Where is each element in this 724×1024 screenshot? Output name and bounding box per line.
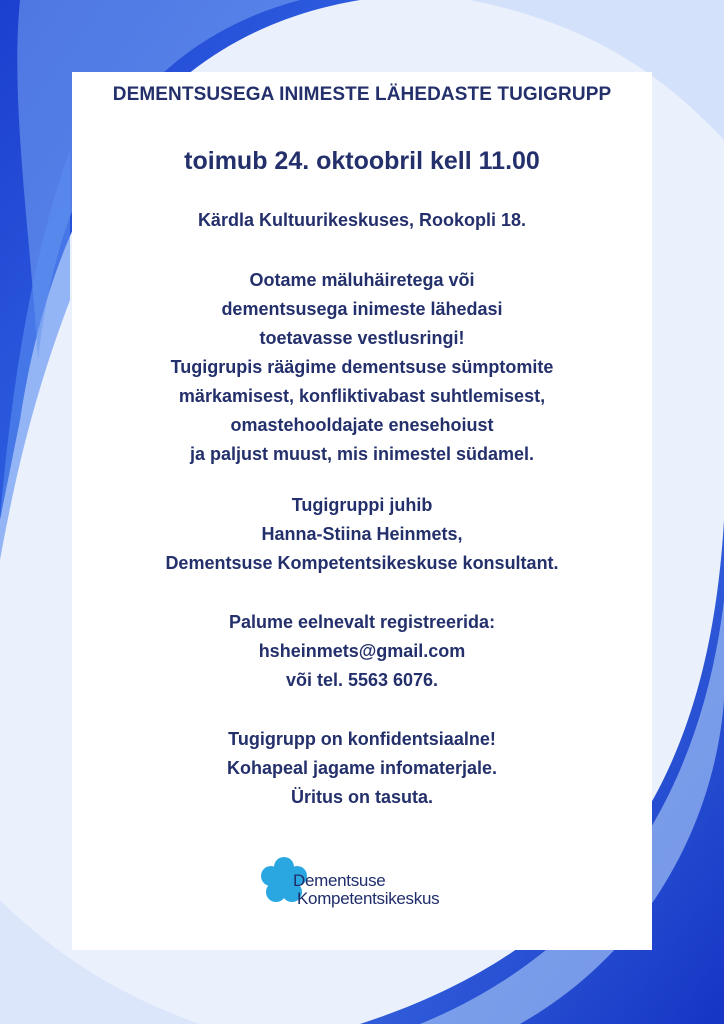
poster-heading: DEMENTSUSEGA INIMESTE LÄHEDASTE TUGIGRUPP bbox=[112, 84, 612, 105]
closing-info bbox=[72, 725, 652, 812]
text-line: Üritus on tasuta. bbox=[290, 787, 433, 807]
logo-line-2: Kompetentsikeskus bbox=[297, 889, 440, 908]
text-line: dementsusega inimeste lähedasi bbox=[221, 299, 503, 319]
text-line: Ootame mäluhäiretega või bbox=[249, 270, 475, 290]
text-line: Tugigruppi juhib bbox=[291, 495, 433, 515]
text-line: Dementsuse Kompetentsikeskuse konsultant. bbox=[165, 553, 559, 573]
poster-card bbox=[72, 72, 652, 950]
text-line: Tugigrupp on konfidentsiaalne! bbox=[228, 729, 496, 749]
text-line: Tugigrupis räägime dementsuse sümptomite bbox=[170, 357, 554, 377]
text-line: omastehooldajate enesehoiust bbox=[230, 415, 494, 435]
text-line: Palume eelnevalt registreerida: bbox=[228, 612, 496, 632]
contact-email: hsheinmets@gmail.com bbox=[258, 641, 466, 661]
leader-info bbox=[72, 491, 652, 578]
registration-info bbox=[72, 608, 652, 695]
event-location: Kärdla Kultuurikeskuses, Rookopli 18. bbox=[197, 210, 527, 230]
text-line: märkamisest, konfliktivabast suhtlemisest, bbox=[178, 386, 546, 406]
leader-name: Hanna-Stiina Heinmets, bbox=[261, 524, 463, 544]
contact-phone: või tel. 5563 6076. bbox=[285, 670, 439, 690]
invitation-text bbox=[72, 266, 652, 469]
logo-wordmark bbox=[293, 872, 439, 908]
text-line: toetavasse vestlusringi! bbox=[259, 328, 465, 348]
organization-logo bbox=[257, 854, 477, 914]
text-line: ja paljust muust, mis inimestel südamel. bbox=[189, 444, 535, 464]
text-line: Kohapeal jagame infomaterjale. bbox=[226, 758, 498, 778]
event-date-time: toimub 24. oktoobril kell 11.00 bbox=[184, 147, 540, 175]
logo-line-1: Dementsuse bbox=[293, 871, 386, 890]
